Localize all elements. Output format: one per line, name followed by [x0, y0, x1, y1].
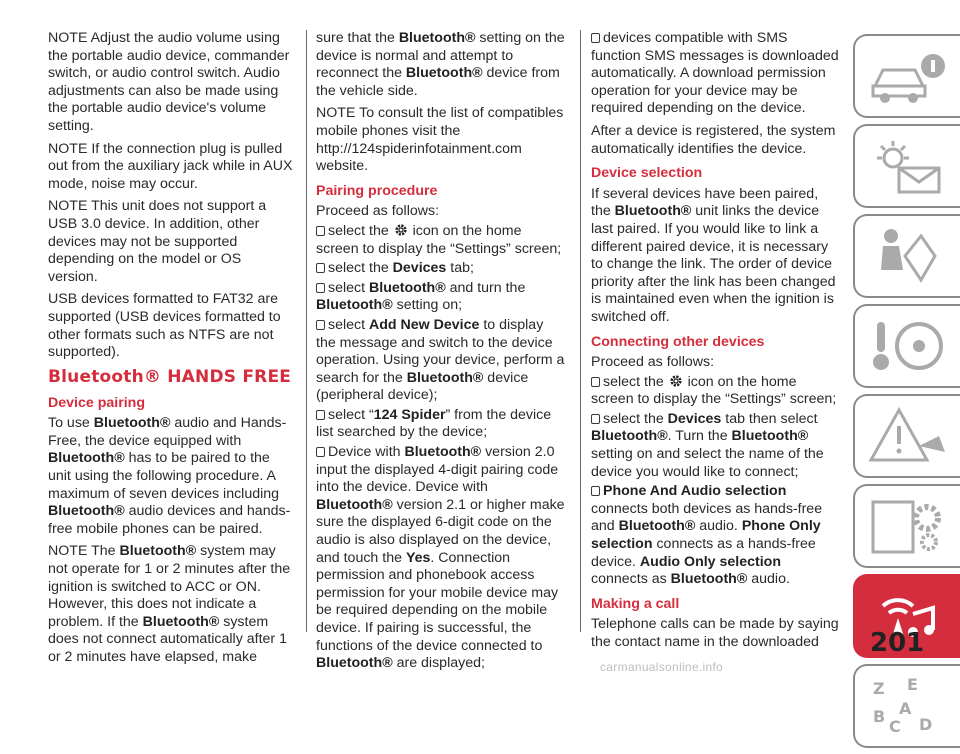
usb-fat32-text: USB devices formatted to FAT32 are supported (USB devices formatted to other formats such as NTFS are not supported). — [48, 291, 281, 361]
column-3 — [591, 30, 841, 657]
subheading-device-selection: Device selection — [591, 165, 703, 182]
making-call-text: Telephone calls can be made by saying the contact name in the downloaded — [591, 616, 839, 650]
gear-icon — [394, 223, 408, 237]
step-select-bluetooth: select Bluetooth® and turn the Bluetooth® setting on; — [316, 279, 526, 314]
checkbox-bullet-icon — [316, 320, 325, 330]
pairing-paragraph: To use Bluetooth® audio and Hands-Free, the device equipped with Bluetooth® has to be paired to the unit using the following procedure. A maximum of seven devices including Bluetooth® audio devices and hands-free mobile phones can be paired. — [48, 415, 291, 537]
proceed-text: Proceed as follows: — [591, 354, 715, 371]
subheading-pairing-procedure: Pairing procedure — [316, 182, 438, 199]
column-1 — [48, 30, 294, 672]
auto-identify-text: After a device is registered, the system automatically identifies the device. — [591, 122, 836, 157]
maintenance-icon — [869, 496, 949, 556]
note-audio-volume: NOTE Adjust the audio volume using the portable audio device, commander switch, or audio control switch. Audio adjustments can also be made using the portable audio device's volume setting. — [48, 30, 290, 134]
step-pairing-code: Device with Bluetooth® version 2.0 input the displayed 4-digit pairing code into the device. Device with Bluetooth® version 2.1 or higher make sure the displayed 6-digit code on the audio is also displayed on the device, and touch the Yes. Connection permission and phonebook access permission for your mobile device may be required depending on the mobile device. If pairing is successful, the functions of the device connected to Bluetooth® are displayed; — [316, 444, 565, 672]
checkbox-bullet-icon — [591, 377, 600, 387]
tab-emergency[interactable] — [853, 394, 960, 478]
compatibility-note: NOTE To consult the list of compatibles mobile phones visit the http://124spiderinfotainment.com website. — [316, 105, 564, 175]
step-select-settings-2: select the icon on the home screen to display the “Settings” screen; — [591, 373, 837, 408]
tab-maintenance[interactable] — [853, 484, 960, 568]
step-phone-audio-selection: Phone And Audio selection connects both devices as hands-free and Bluetooth® audio. Phone Only selection connects as a hands-free device. Audio Only selection connects as Bluetooth® audio. — [591, 483, 823, 588]
subheading-connecting-other-devices: Connecting other devices — [591, 333, 765, 350]
checkbox-bullet-icon — [316, 263, 325, 273]
step-select-settings: select the icon on the home screen to display the “Settings” screen; — [316, 222, 562, 257]
tab-car-info[interactable] — [853, 34, 960, 118]
svg-text:B: B — [873, 707, 886, 726]
checkbox-bullet-icon — [316, 283, 325, 293]
car-info-icon — [869, 46, 949, 106]
tab-index[interactable] — [853, 664, 960, 748]
subheading-device-pairing: Device pairing — [48, 394, 145, 411]
section-heading: Bluetooth® HANDS FREE — [48, 366, 292, 387]
column-divider — [580, 30, 581, 632]
step-select-devices-2: select the Devices tab then select Bluetooth®. Turn the Bluetooth® setting on and select the name of the device you would like to connect; — [591, 410, 824, 480]
step-select-124-spider: select “124 Spider” from the device list searched by the device; — [316, 406, 552, 441]
warning-lights-icon — [869, 136, 949, 196]
pairing-note: NOTE The Bluetooth® system may not operate for 1 or 2 minutes after the ignition is switched to ACC or ON. However, this does not indicate a problem. If the Bluetooth® system does not connect automatically after 1 or 2 minutes have elapsed, make — [48, 543, 291, 665]
checkbox-bullet-icon — [316, 226, 325, 236]
sms-devices-text: devices compatible with SMS function SMS messages is downloaded automatically. A download permission operation for your device may be required depending on the device. — [591, 30, 839, 117]
checkbox-bullet-icon — [591, 33, 600, 43]
proceed-text: Proceed as follows: — [316, 203, 440, 220]
checkbox-bullet-icon — [316, 410, 325, 420]
page-number: 201 — [870, 628, 925, 658]
reconnect-paragraph: sure that the Bluetooth® setting on the device is normal and attempt to reconnect the Bluetooth® device from the vehicle side. — [316, 30, 565, 99]
subheading-making-a-call: Making a call — [591, 595, 680, 612]
checkbox-bullet-icon — [591, 486, 600, 496]
step-add-new-device: select Add New Device to display the message and switch to the device operation. Using your device, perform a search for the Bluetooth® device (peripheral device); — [316, 316, 565, 404]
svg-text:E: E — [907, 676, 918, 694]
column-divider — [306, 30, 307, 632]
tab-starting-driving[interactable] — [853, 304, 960, 388]
tab-safety[interactable] — [853, 214, 960, 298]
svg-text:C: C — [889, 717, 901, 736]
tab-warning-lights[interactable] — [853, 124, 960, 208]
device-selection-paragraph: If several devices have been paired, the Bluetooth® unit links the device last paired. If you would like to link a different paired device, it is necessary to change the link. The order of device priority after the link has been changed is maintained even when the ignition is switched off. — [591, 185, 836, 325]
starting-driving-icon — [869, 316, 949, 376]
step-select-devices: select the Devices tab; — [316, 260, 565, 278]
svg-text:A: A — [899, 699, 912, 718]
index-icon — [869, 676, 949, 736]
svg-text:Z: Z — [873, 679, 885, 698]
svg-text:D: D — [919, 715, 933, 734]
safety-icon — [869, 226, 949, 286]
footer-watermark: carmanualsonline.info — [600, 660, 724, 674]
note-usb3: NOTE This unit does not support a USB 3.0 device. In addition, other devices may not be supported depending on the model or OS version. — [48, 198, 267, 285]
note-aux-plug: NOTE If the connection plug is pulled out from the auxiliary jack while in AUX mode, noise may occur. — [48, 140, 293, 192]
checkbox-bullet-icon — [591, 414, 600, 424]
gear-icon — [669, 374, 683, 388]
column-2 — [316, 30, 565, 675]
checkbox-bullet-icon — [316, 447, 325, 457]
emergency-icon — [869, 406, 949, 466]
